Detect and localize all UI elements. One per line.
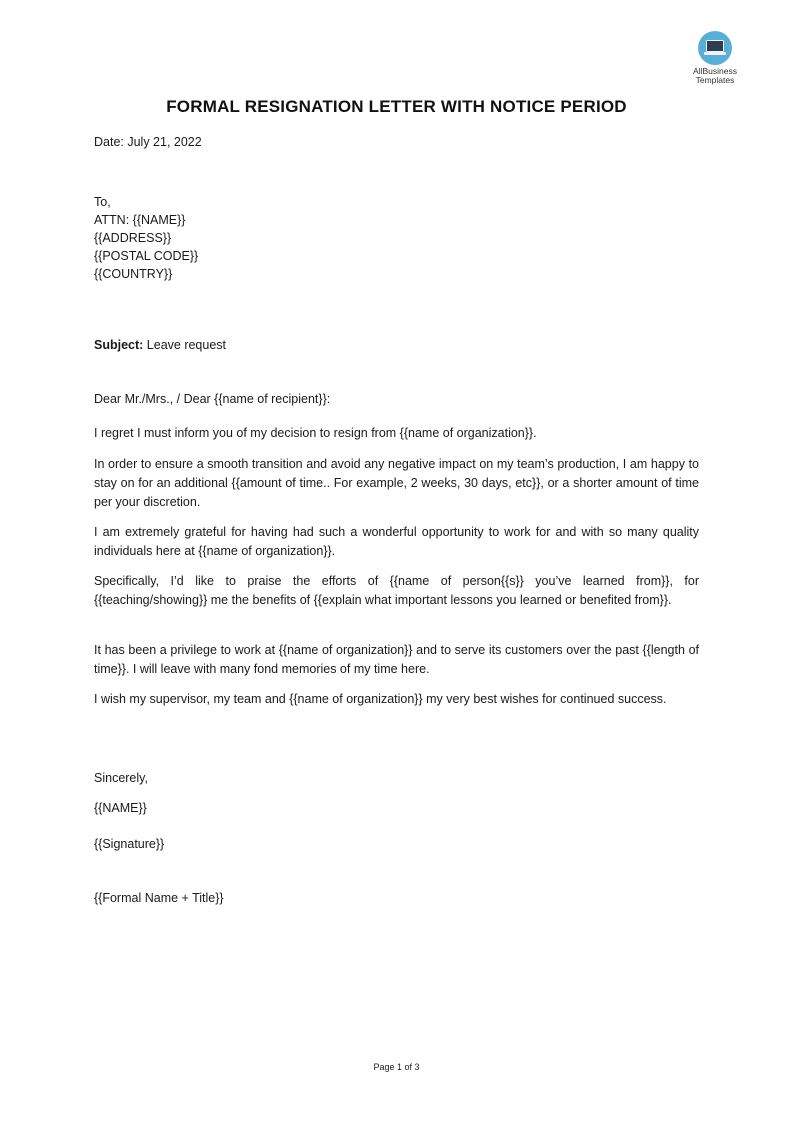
body-paragraph-4: Specifically, I’d like to praise the efforts of {{name of person{{s}} you’ve learned from}}, for {{teaching/showing}} me the benefits of {{explain what important lessons you learned or benefited from}}. <box>94 574 699 608</box>
subject-line <box>94 336 226 355</box>
logo-line-1: AllBusiness <box>693 66 737 76</box>
subject-label: Subject: <box>94 338 144 352</box>
date-line: Date: July 21, 2022 <box>94 135 202 149</box>
recipient-attn: ATTN: {{NAME}} <box>94 213 186 227</box>
body-paragraph-3: I am extremely grateful for having had such a wonderful opportunity to work for and with so many quality individuals here at {{name of organization}}. <box>94 525 699 559</box>
closing-sincerely: Sincerely, <box>94 771 148 785</box>
salutation: Dear Mr./Mrs., / Dear {{name of recipient}}: <box>94 392 331 406</box>
body-paragraph-5: It has been a privilege to work at {{name of organization}} and to serve its customers over the past {{length of time}}. I will leave with many fond memories of my time here. <box>94 643 699 677</box>
allbusiness-logo <box>680 31 750 85</box>
closing-formal-name-title: {{Formal Name + Title}} <box>94 891 224 905</box>
page-number-footer: Page 1 of 3 <box>373 1062 420 1072</box>
body-paragraph-6: I wish my supervisor, my team and {{name of organization}} my very best wishes for continued success. <box>94 692 667 706</box>
recipient-country: {{COUNTRY}} <box>94 267 173 281</box>
recipient-to: To, <box>94 195 111 209</box>
logo-line-2: Templates <box>695 75 735 85</box>
body-paragraph-2: In order to ensure a smooth transition and avoid any negative impact on my team’s production, I am happy to stay on for an additional {{amount of time.. For example, 2 weeks, 30 days, etc}}, or a shorter amount of time per your discretion. <box>94 457 699 510</box>
body-paragraph-1: I regret I must inform you of my decision to resign from {{name of organization}}. <box>94 426 537 440</box>
logo-text <box>680 67 750 85</box>
laptop-icon <box>698 31 732 65</box>
subject-text: Leave request <box>143 338 227 352</box>
document-title: FORMAL RESIGNATION LETTER WITH NOTICE PERIOD <box>166 97 627 116</box>
recipient-address: {{ADDRESS}} <box>94 231 172 245</box>
closing-signature: {{Signature}} <box>94 837 165 851</box>
recipient-postal-code: {{POSTAL CODE}} <box>94 249 199 263</box>
closing-name: {{NAME}} <box>94 801 147 815</box>
